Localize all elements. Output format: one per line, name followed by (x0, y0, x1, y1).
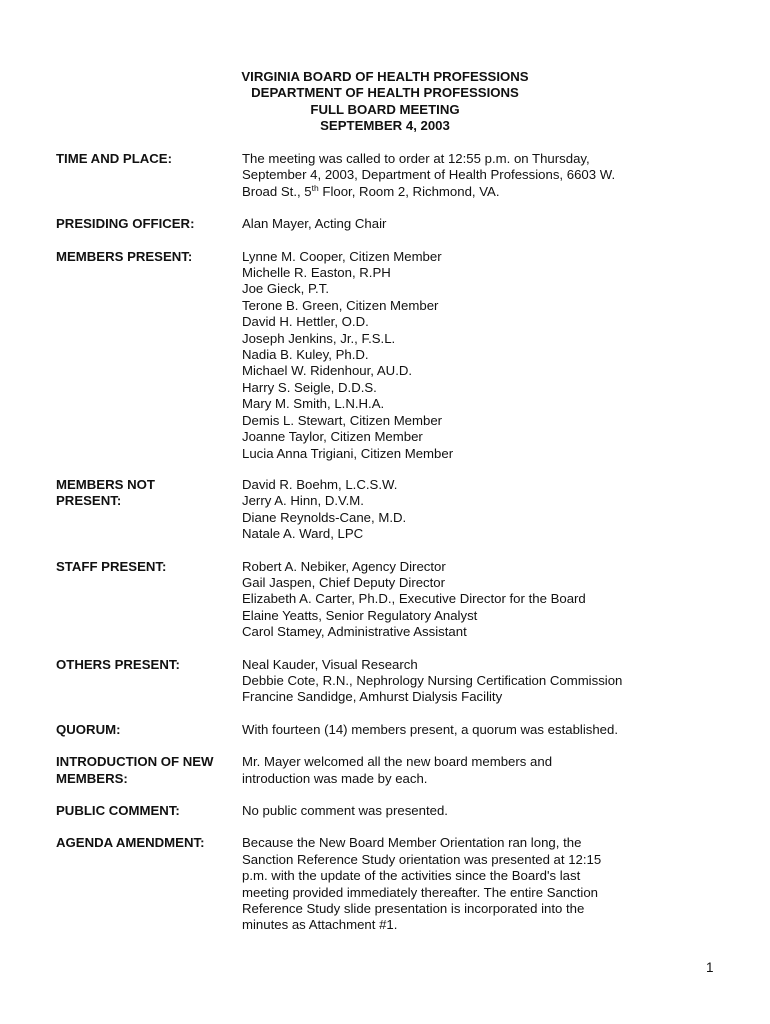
section-content (242, 216, 726, 232)
section-label (56, 477, 242, 510)
list-item: Neal Kauder, Visual Research (242, 656, 418, 672)
label-line: INTRODUCTION OF NEW (56, 754, 214, 770)
list-item: Elaine Yeatts, Senior Regulatory Analyst (242, 607, 478, 623)
minutes-body (56, 151, 726, 934)
section-others-present (56, 657, 726, 706)
section-label: PUBLIC COMMENT: (56, 803, 180, 818)
text-fragment: Broad St., 5 (242, 183, 312, 199)
superscript: th (311, 182, 319, 193)
staff-present-list (242, 559, 726, 641)
section-members-not-present (56, 477, 726, 543)
list-item: Carol Stamey, Administrative Assistant (242, 624, 467, 640)
section-introduction (56, 754, 726, 787)
members-not-present-list (242, 477, 726, 543)
header-board-name: VIRGINIA BOARD OF HEALTH PROFESSIONS (241, 69, 529, 84)
text-line: With fourteen (14) members present, a quorum was established. (242, 721, 619, 737)
section-label: PRESIDING OFFICER: (56, 216, 195, 232)
section-members-present (56, 249, 726, 462)
header-department: DEPARTMENT OF HEALTH PROFESSIONS (251, 85, 519, 101)
section-label: OTHERS PRESENT: (56, 656, 180, 672)
others-present-list (242, 657, 726, 706)
label-line: MEMBERS: (56, 770, 128, 786)
document-header (0, 69, 770, 135)
text-line: introduction was made by each. (242, 770, 428, 786)
section-label: AGENDA AMENDMENT: (56, 835, 205, 851)
list-item: Joe Gieck, P.T. (242, 281, 329, 297)
list-item: Jerry A. Hinn, D.V.M. (242, 493, 364, 509)
list-item: Nadia B. Kuley, Ph.D. (242, 347, 369, 363)
text-line: meeting provided immediately thereafter. The entire Sanction (242, 884, 599, 900)
list-item: Lynne M. Cooper, Citizen Member (242, 248, 442, 264)
text-line: No public comment was presented. (242, 803, 448, 818)
section-label: TIME AND PLACE: (56, 151, 172, 166)
list-item: Robert A. Nebiker, Agency Director (242, 558, 446, 574)
list-item: David H. Hettler, O.D. (242, 314, 369, 330)
list-item: Joseph Jenkins, Jr., F.S.L. (242, 330, 396, 346)
text-fragment: Floor, Room 2, Richmond, VA. (318, 183, 500, 199)
list-item: Gail Jaspen, Chief Deputy Director (242, 574, 446, 590)
text-line: Reference Study slide presentation is incorporated into the (242, 901, 585, 917)
text-line: Mr. Mayer welcomed all the new board members and (242, 754, 553, 770)
text-line: The meeting was called to order at 12:55 p.m. on Thursday, (242, 151, 590, 166)
section-label: QUORUM: (56, 721, 121, 737)
text-line: Alan Mayer, Acting Chair (242, 216, 387, 232)
text-line: Because the New Board Member Orientation ran long, the (242, 835, 582, 851)
section-presiding-officer (56, 216, 726, 232)
list-item: Natale A. Ward, LPC (242, 526, 364, 542)
list-item: Terone B. Green, Citizen Member (242, 297, 439, 313)
section-content (242, 722, 726, 738)
list-item: Demis L. Stewart, Citizen Member (242, 412, 443, 428)
section-agenda-amendment (56, 835, 726, 933)
section-label: MEMBERS PRESENT: (56, 248, 193, 264)
section-staff-present (56, 559, 726, 641)
section-content (242, 151, 726, 200)
list-item: Harry S. Seigle, D.D.S. (242, 379, 377, 395)
section-public-comment (56, 803, 726, 819)
section-content (242, 803, 726, 819)
list-item: Diane Reynolds-Cane, M.D. (242, 509, 407, 525)
members-present-list (242, 249, 726, 462)
section-content (242, 835, 726, 933)
section-label (56, 754, 242, 787)
section-content (242, 754, 726, 787)
text-line: Sanction Reference Study orientation was presented at 12:15 (242, 851, 602, 867)
list-item: Joanne Taylor, Citizen Member (242, 429, 423, 445)
list-item: Michael W. Ridenhour, AU.D. (242, 363, 413, 379)
section-time-and-place (56, 151, 726, 200)
header-meeting-date: SEPTEMBER 4, 2003 (320, 118, 450, 134)
page-number: 1 (706, 960, 714, 975)
label-line: PRESENT: (56, 493, 122, 509)
list-item: Francine Sandidge, Amhurst Dialysis Facility (242, 689, 503, 705)
list-item: Debbie Cote, R.N., Nephrology Nursing Certification Commission (242, 672, 623, 688)
text-line: minutes as Attachment #1. (242, 917, 398, 933)
text-line: p.m. with the update of the activities since the Board's last (242, 868, 581, 884)
list-item: Mary M. Smith, L.N.H.A. (242, 396, 385, 412)
text-line (242, 184, 726, 200)
text-line: September 4, 2003, Department of Health Professions, 6603 W. (242, 167, 616, 183)
list-item: Lucia Anna Trigiani, Citizen Member (242, 445, 454, 461)
label-line: MEMBERS NOT (56, 476, 155, 492)
section-quorum (56, 722, 726, 738)
list-item: Michelle R. Easton, R.PH (242, 265, 391, 281)
list-item: David R. Boehm, L.C.S.W. (242, 476, 398, 492)
list-item: Elizabeth A. Carter, Ph.D., Executive Director for the Board (242, 591, 586, 607)
header-meeting-type: FULL BOARD MEETING (310, 101, 460, 117)
section-label: STAFF PRESENT: (56, 558, 167, 574)
